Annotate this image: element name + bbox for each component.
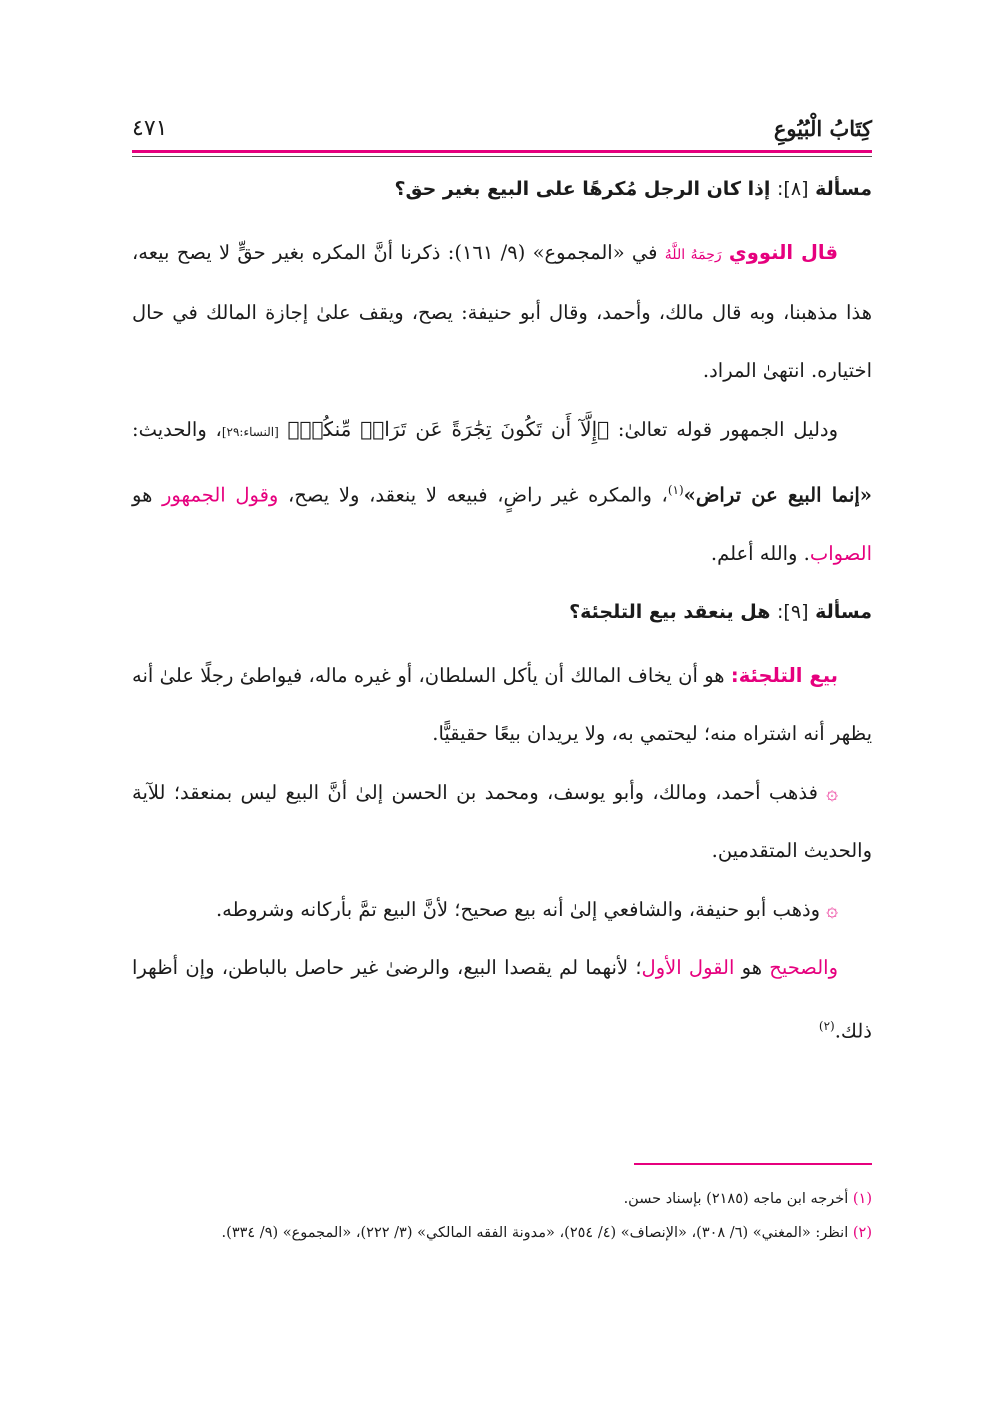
evidence-paragraph — [132, 400, 872, 583]
speaker-name: قال النووي — [728, 241, 838, 264]
footnote-number: (١) — [852, 1191, 872, 1207]
first-view-label: القول الأول — [641, 955, 735, 979]
page-body — [132, 162, 872, 1060]
conclusion-is: هو — [734, 955, 770, 979]
evidence-is: هو — [132, 483, 163, 507]
footnote-2 — [132, 1219, 872, 1247]
issue-number: [٨]: — [777, 178, 809, 200]
footnote-text: انظر: «المغني» (٦/ ٣٠٨)، «الإنصاف» (٤/ ٢٥٤)، «مدونة الفقه المالكي» (٣/ ٢٢٢)، «المجموع» (٩/ ٣٣٤). — [221, 1225, 853, 1241]
footnote-text: أخرجه ابن ماجه (٢١٨٥) بإسناد حسن. — [623, 1191, 853, 1207]
majority-view-label: وقول الجمهور — [162, 483, 279, 507]
honorific: رَحِمَهُ اللَّهُ — [664, 247, 722, 263]
definition-text: هو أن يخاف المالك أن يأكل السلطان، أو غيره ماله، فيواطئ رجلًا علىٰ أنه يظهر أنه اشتراه منه؛ ليحتمي به، ولا يريدان بيعًا حقيقيًّا. — [132, 663, 872, 745]
definition-paragraph — [132, 647, 872, 763]
footnote-number: (٢) — [852, 1225, 872, 1241]
footnote-ref-2[interactable]: (٢) — [818, 1018, 835, 1033]
issue-title: إذا كان الرجل مُكرهًا على البيع بغير حق؟ — [394, 178, 771, 200]
evidence-end: . والله أعلم. — [710, 541, 810, 565]
issue-9-heading — [132, 597, 872, 627]
conclusion-text: ؛ لأنهما لم يقصدا البيع، والرضىٰ غير حاصل بالباطن، وإن أظهرا ذلك. — [132, 955, 872, 1042]
header-rule-thin — [132, 156, 872, 157]
verse-reference: [النساء:٢٩] — [221, 425, 279, 439]
issue-label: مسألة — [815, 600, 872, 623]
issue-label: مسألة — [815, 178, 872, 200]
footnotes — [132, 1185, 872, 1253]
evidence-mid: ، والحديث: — [132, 418, 222, 441]
issue-title: هل ينعقد بيع التلجئة؟ — [569, 600, 771, 623]
header-book-title: كِتَابُ الْبُيُوعِ — [773, 116, 872, 141]
view-1-paragraph — [132, 763, 872, 880]
footnote-ref-1[interactable]: (١) — [667, 483, 684, 497]
evidence-after: ، والمكره غير راضٍ، فبيعه لا ينعقد، ولا يصح، — [278, 483, 668, 507]
view-1-text: فذهب أحمد، ومالك، وأبو يوسف، ومحمد بن الحسن إلىٰ أنَّ البيع ليس بمنعقد؛ للآية والحديث المتقدمين. — [132, 780, 872, 862]
footnote-1 — [132, 1185, 872, 1213]
hadith-text: «إنما البيع عن تراض» — [683, 483, 872, 507]
evidence-intro: ودليل الجمهور قوله تعالىٰ: — [609, 418, 838, 441]
view-2-paragraph — [132, 880, 872, 939]
page-number: ٤٧١ — [132, 116, 168, 141]
view-2-text: وذهب أبو حنيفة، والشافعي إلىٰ أنه بيع صحيح؛ لأنَّ البيع تمَّ بأركانه وشروطه. — [215, 897, 827, 921]
quran-verse: ﴿إِلَّآ أَن تَكُونَ تِجَٰرَةً عَن تَرَاضٖ مِّنكُمۡ﴾ — [287, 417, 610, 441]
correct-label: الصواب — [809, 541, 872, 565]
header-rule-accent — [132, 150, 872, 153]
flower-bullet-icon: ۞ — [826, 779, 838, 804]
footnote-separator — [634, 1163, 872, 1165]
definition-term: بيع التلجئة: — [730, 663, 838, 687]
running-header — [132, 112, 872, 152]
correct-label: والصحيح — [769, 955, 838, 979]
paragraph-text: في «المجموع» (٩/ ١٦١): ذكرنا أنَّ المكره بغير حقٍّ لا يصح بيعه، هذا مذهبنا، وبه قال مالك، وأحمد، وقال أبو حنيفة: يصح، ويقف علىٰ إجازة المالك في حال اختياره. انتهىٰ المراد. — [132, 241, 872, 382]
conclusion-paragraph — [132, 939, 872, 1061]
issue-number: [٩]: — [777, 600, 809, 623]
nawawi-quote-paragraph — [132, 224, 872, 400]
issue-8-heading — [132, 174, 872, 204]
flower-bullet-icon: ۞ — [826, 896, 838, 921]
